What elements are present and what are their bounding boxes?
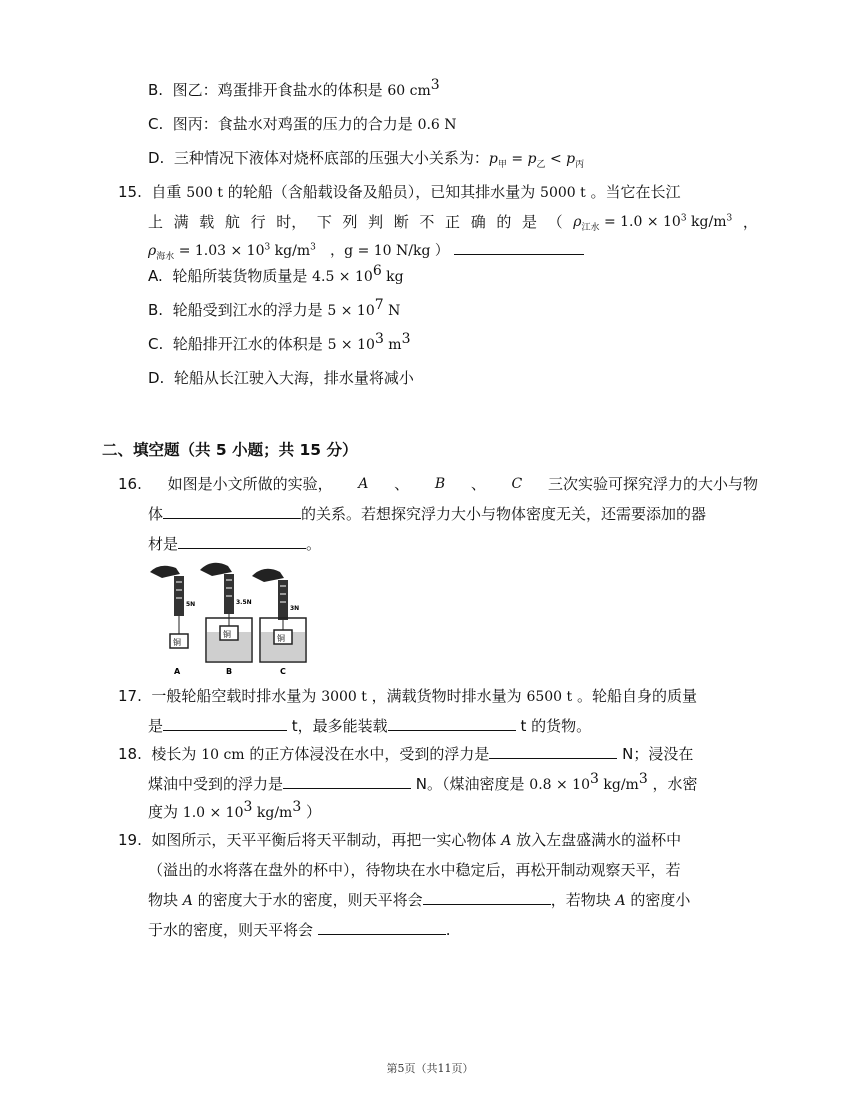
q16-figure (140, 560, 310, 678)
q15-option-a: A. 轮船所装货物质量是 $4.5 \times 10^6$ kg (148, 263, 404, 285)
q15-answer-blank[interactable] (454, 240, 584, 255)
q16-blank-1[interactable] (163, 504, 301, 519)
q19-line3: 物块 A 的密度大于水的密度，则天平将会 ，若物块 A 的密度小 (148, 891, 691, 909)
prev-option-b: B. 图乙：鸡蛋排开食盐水的体积是 60 $cm^3$ (148, 77, 440, 99)
q17-line1: 17. 一般轮船空载时排水量为 3000 t ，满载货物时排水量为 6500 t 。轮船自身的质量 (118, 687, 697, 705)
q17-blank-1[interactable] (163, 716, 287, 731)
q17-blank-2[interactable] (388, 716, 516, 731)
reading-a: 5N (186, 601, 196, 608)
reading-b: 3.5N (236, 599, 252, 606)
block-label-a: 铜 (173, 638, 181, 647)
rho-river-formula: $\rho_{江水} = 1.0 \times 10^3$ $kg/m^3$ (573, 213, 733, 233)
page-footer: 第5页（共11页） (386, 1062, 474, 1075)
q18-line1: 18. 棱长为 10 cm 的正方体浸没在水中，受到的浮力是 N；浸没在 (118, 745, 694, 763)
q15-line1: 15. 自重 500 t 的轮船（含船载设备及船员），已知其排水量为 5000 t 。当它在长江 (118, 183, 681, 201)
q19-line4: 于水的密度，则天平将会 . (148, 921, 451, 939)
block-label-c: 铜 (277, 634, 285, 643)
section-title: 二、填空题（共 5 小题；共 15 分） (102, 441, 358, 459)
setup-b (200, 563, 252, 662)
q19-line2: （溢出的水将落在盘外的杯中），待物块在水中稳定后，再松开制动观察天平，若 (148, 861, 681, 879)
label-a: A (174, 667, 181, 676)
q15-option-d: D. 轮船从长江驶入大海，排水量将减小 (148, 369, 414, 387)
q16-line2: 体 的关系。若想探究浮力大小与物体密度无关，还需要添加的器 (148, 505, 707, 523)
q15-option-b: B. 轮船受到江水的浮力是 $5 \times 10^7$ N (148, 297, 401, 319)
reading-c: 3N (290, 605, 300, 612)
q15-line2: 上 满 载 航 行 时， 下 列 判 断 不 正 确 的 是 （ $\rho_{江水} = 1.0 \times 10^3$ $kg/m^3$ ， (148, 213, 758, 233)
q18-line3: 度为 $1.0 \times 10^3$ $kg/m^3$ ） (148, 799, 322, 821)
q19-line1: 19. 如图所示，天平平衡后将天平制动，再把一实心物体 A 放入左盘盛满水的溢杯中 (118, 831, 682, 849)
q19-blank-1[interactable] (423, 890, 551, 905)
q15-option-c: C. 轮船排开江水的体积是 $5 \times 10^3$ $m^3$ (148, 331, 411, 353)
q18-blank-1[interactable] (489, 744, 617, 759)
q16-blank-2[interactable] (178, 534, 306, 549)
q17-line2: 是 t，最多能装载 t 的货物。 (148, 717, 592, 735)
q19-blank-2[interactable] (318, 920, 446, 935)
q18-line2: 煤油中受到的浮力是 N。（煤油密度是 $0.8 \times 10^3$ $kg/m^3$ ，水密 (148, 771, 698, 793)
prev-option-c: C. 图丙：食盐水对鸡蛋的压力的合力是 0.6 N (148, 115, 457, 133)
q15-line3: $\rho_{海水} = 1.03 \times 10^3$ $kg/m^3$ ，g = 10 N/kg ） (148, 240, 584, 261)
label-c: C (280, 667, 286, 676)
setup-c (252, 569, 306, 662)
q18-blank-2[interactable] (283, 774, 411, 789)
label-b: B (226, 667, 233, 676)
prev-option-d: D. 三种情况下液体对烧杯底部的压强大小关系为：$p_甲 = p_乙 < p_丙$ (148, 149, 585, 170)
q16-line1: 16. 如图是小文所做的实验， A 、 B 、 C 三次实验可探究浮力的大小与物 (118, 475, 758, 493)
setup-a (150, 566, 188, 648)
block-label-b: 铜 (223, 630, 231, 639)
q16-line3: 材是 。 (148, 535, 322, 553)
